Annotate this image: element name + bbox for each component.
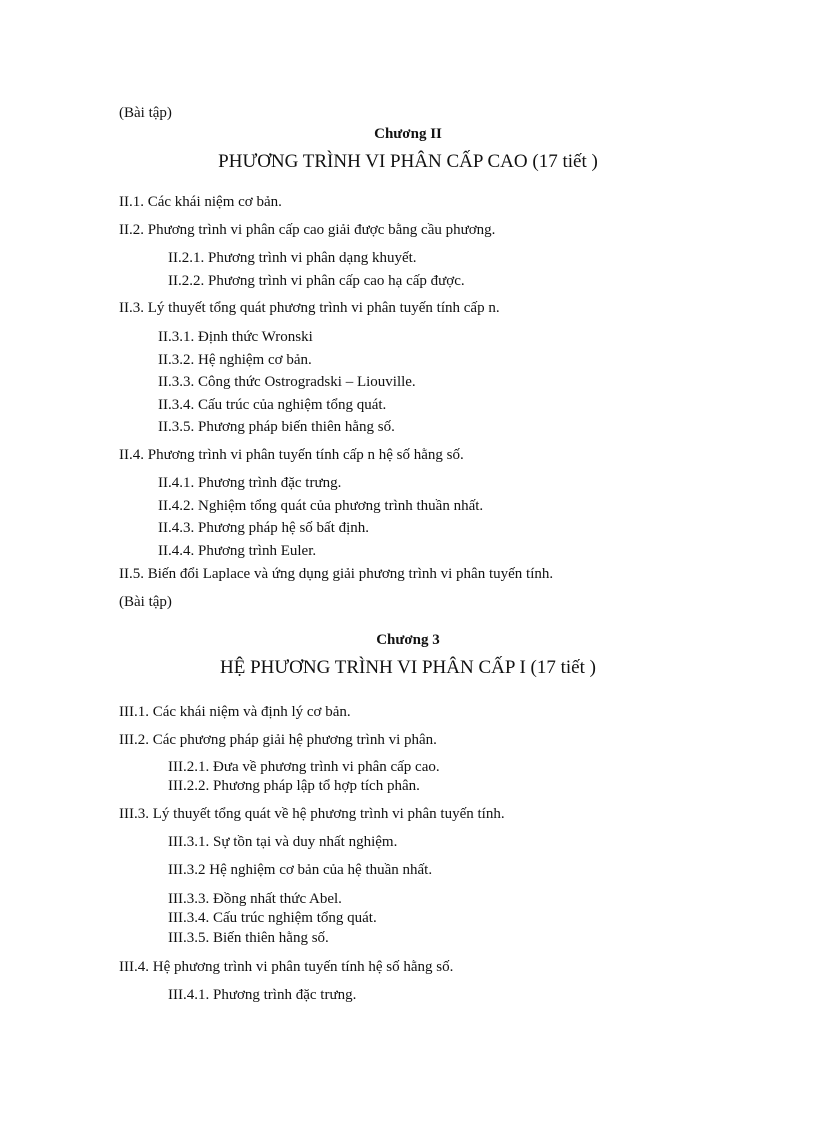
subsection-line: II.4.2. Nghiệm tổng quát của phương trình thuần nhất. <box>158 498 484 514</box>
subsection-line: III.3.1. Sự tồn tại và duy nhất nghiệm. <box>168 834 398 850</box>
subsection-line: II.4.4. Phương trình Euler. <box>158 543 317 559</box>
subsection-line: II.4.1. Phương trình đặc trưng. <box>158 475 342 491</box>
exercise-note: (Bài tập) <box>119 594 172 610</box>
section-line: III.2. Các phương pháp giải hệ phương trình vi phân. <box>119 732 437 748</box>
subsection-line: II.3.1. Định thức Wronski <box>158 329 313 345</box>
section-line: III.3. Lý thuyết tổng quát về hệ phương trình vi phân tuyến tính. <box>119 806 505 822</box>
subsection-line: II.3.4. Cấu trúc của nghiệm tổng quát. <box>158 397 387 413</box>
subsection-line: II.4.3. Phương pháp hệ số bất định. <box>158 520 370 536</box>
subsection-line: II.3.3. Công thức Ostrogradski – Liouville. <box>158 374 416 390</box>
chapter-2-title: PHƯƠNG TRÌNH VI PHÂN CẤP CAO (17 tiết ) <box>218 151 598 172</box>
subsection-line: II.3.2. Hệ nghiệm cơ bản. <box>158 352 312 368</box>
subsection-line: III.2.2. Phương pháp lập tổ hợp tích phân. <box>168 778 420 794</box>
section-line: II.3. Lý thuyết tổng quát phương trình vi phân tuyến tính cấp n. <box>119 300 500 316</box>
section-line: II.2. Phương trình vi phân cấp cao giải được bằng cầu phương. <box>119 222 496 238</box>
subsection-line: III.3.2 Hệ nghiệm cơ bản của hệ thuần nhất. <box>168 862 433 878</box>
chapter-3-label: Chương 3 <box>376 632 440 648</box>
subsection-line: III.3.4. Cấu trúc nghiệm tổng quát. <box>168 910 377 926</box>
section-line: II.4. Phương trình vi phân tuyến tính cấp n hệ số hằng số. <box>119 447 464 463</box>
exercise-note: (Bài tập) <box>119 105 172 121</box>
chapter-3-title: HỆ PHƯƠNG TRÌNH VI PHÂN CẤP I (17 tiết ) <box>220 657 596 678</box>
section-line: III.1. Các khái niệm và định lý cơ bản. <box>119 704 351 720</box>
section-line: II.5. Biến đổi Laplace và ứng dụng giải phương trình vi phân tuyến tính. <box>119 566 554 582</box>
subsection-line: II.2.2. Phương trình vi phân cấp cao hạ cấp được. <box>168 273 465 289</box>
subsection-line: III.3.3. Đồng nhất thức Abel. <box>168 891 342 907</box>
subsection-line: II.3.5. Phương pháp biến thiên hằng số. <box>158 419 395 435</box>
section-line: III.4. Hệ phương trình vi phân tuyến tính hệ số hằng số. <box>119 959 454 975</box>
section-line: II.1. Các khái niệm cơ bản. <box>119 194 282 210</box>
chapter-2-label: Chương II <box>374 126 442 142</box>
subsection-line: III.3.5. Biến thiên hằng số. <box>168 930 329 946</box>
subsection-line: II.2.1. Phương trình vi phân dạng khuyết. <box>168 250 417 266</box>
subsection-line: III.4.1. Phương trình đặc trưng. <box>168 987 357 1003</box>
subsection-line: III.2.1. Đưa về phương trình vi phân cấp cao. <box>168 759 440 775</box>
